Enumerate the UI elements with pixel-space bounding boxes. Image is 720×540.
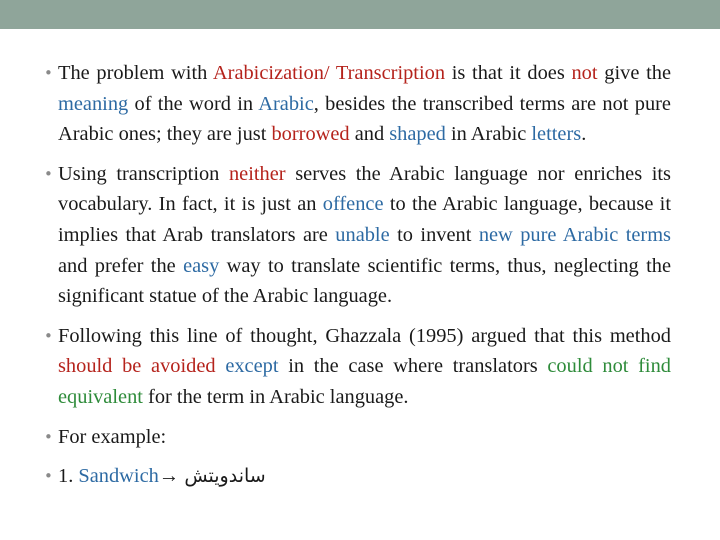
highlight-not: not [571,62,598,84]
highlight-borrowed: borrowed [271,123,350,146]
text-run: way to translate scientific terms, thus, neglecting the significant statue of the Arabic language. [58,254,672,308]
slide-body [44,58,671,501]
text-run: in Arabic [445,123,532,146]
text-run: For example: [58,425,167,448]
bullet-item-example-sandwich [44,461,671,492]
text-run: give the [597,62,671,84]
bullet-icon: • [44,64,53,82]
highlight-arabicization: Arabicization/ Transcription [212,62,446,84]
highlight-except: except [225,355,279,378]
text-run: of the word in [128,92,259,115]
highlight-unable: unable [335,223,390,246]
highlight-arabic: Arabic [258,92,314,115]
bullet-icon: • [44,467,53,486]
highlight-should-be-avoided: should be avoided [58,355,216,378]
highlight-new-pure-arabic-terms: new pure Arabic terms [478,223,671,246]
highlight-letters: letters [531,123,582,146]
example-arabic-transcription: ساندويتش [184,465,266,488]
bullet-item-for-example [44,422,671,453]
text-run: to the Arabic language, because it implies that Arab translators are [58,193,671,246]
highlight-shaped: shaped [389,123,446,146]
highlight-offence: offence [322,193,384,216]
text-run: is that it does [445,62,572,84]
bullet-item-arabicization [44,58,671,150]
bullet-item-ghazzala [44,321,671,413]
text-run: and [349,123,390,146]
bullet-icon: • [44,427,53,446]
highlight-neither: neither [228,162,286,185]
text-run: , besides the transcribed terms are not pure Arabic ones; they are just [58,92,671,146]
header-bar [0,0,720,29]
example-english-word: Sandwich [78,465,159,488]
highlight-easy: easy [183,254,220,277]
text-run: serves the Arabic language nor enriches its vocabulary. In fact, it is just an [58,162,671,216]
text-run: and prefer the [58,254,184,277]
highlight-could-not-find-equivalent: could not find equivalent [58,355,671,408]
text-run: in the case where translators [278,355,548,378]
bullet-icon: • [44,326,53,345]
example-number: 1. [58,465,79,488]
text-run: Using transcription [58,162,229,185]
bullet-icon: • [44,164,53,183]
text-run: Following this line of thought, Ghazzala (1995) argued that this method [58,324,671,347]
highlight-meaning: meaning [58,92,129,115]
right-arrow-icon: → [158,465,185,488]
text-run [216,355,226,377]
text-run: . [581,123,587,146]
text-run: to invent [389,223,479,246]
text-run: The problem with [58,62,213,84]
text-run: for the term in Arabic language. [142,385,409,408]
bullet-item-transcription [44,159,671,312]
